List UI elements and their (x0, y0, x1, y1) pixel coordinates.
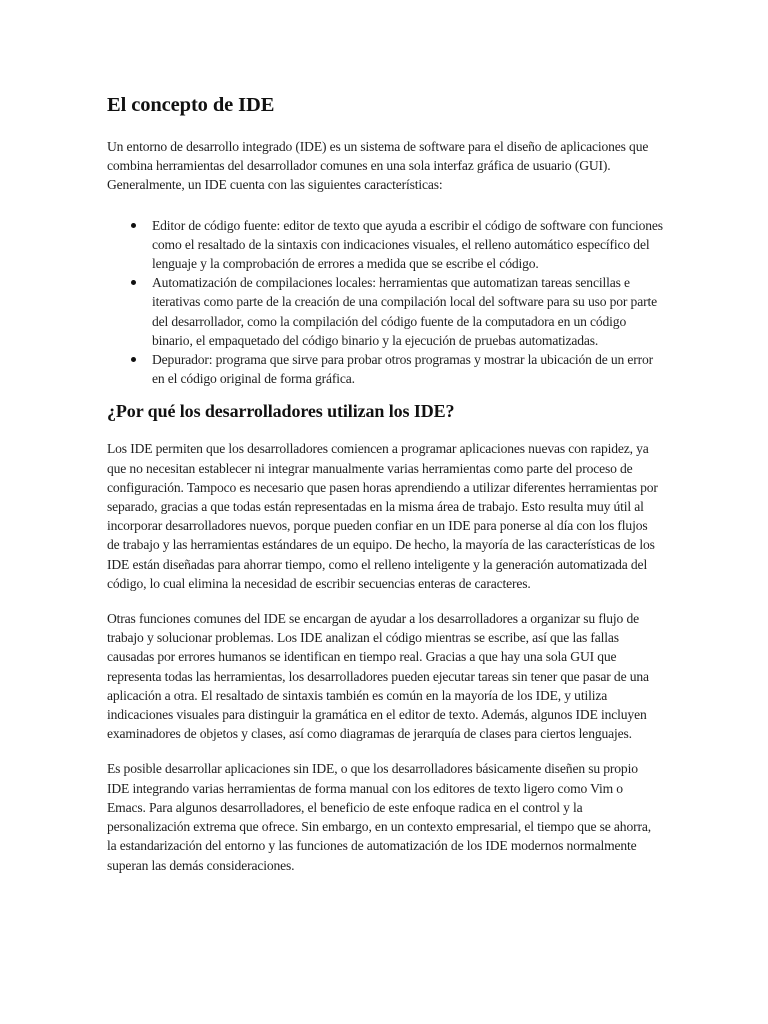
intro-paragraph: Un entorno de desarrollo integrado (IDE) es un sistema de software para el diseño de aplicaciones que combina herramientas del desarrollador comunes en una sola interfaz gráfica de usuario (GUI). Generalmente, un IDE cuenta con las siguientes características: (107, 139, 649, 193)
body-paragraph: Los IDE permiten que los desarrolladores comiencen a programar aplicaciones nuevas con rapidez, ya que no necesitan establecer ni integrar manualmente varias herramientas como parte del proceso de configuración. Tampoco es necesario que pasen horas aprendiendo a utilizar diferentes herramientas por separado, gracias a que todas están representadas en la misma área de trabajo. Esto resulta muy útil al incorporar desarrolladores nuevos, porque pueden confiar en un IDE para ponerse al día con los flujos de trabajo y las herramientas estándares de un equipo. De hecho, la mayoría de las características de los IDE están diseñadas para ahorrar tiempo, como el relleno inteligente y la generación automatizada del código, lo cual elimina la necesidad de escribir secuencias enteras de caracteres. (107, 441, 658, 591)
document-page (107, 92, 663, 891)
list-item (152, 216, 663, 274)
section-title-why-ide: ¿Por qué los desarrolladores utilizan los IDE? (107, 401, 455, 422)
list-item-text: Automatización de compilaciones locales: herramientas que automatizan tareas sencillas e iterativas como parte de la creación de una compilación local del software para su uso por parte del desarrollador, como la compilación del código fuente de la computadora en un código binario, el empaquetado del código binario y la ejecución de pruebas automatizadas. (152, 275, 657, 348)
body-paragraph: Otras funciones comunes del IDE se encargan de ayudar a los desarrolladores a organizar su flujo de trabajo y solucionar problemas. Los IDE analizan el código mientras se escribe, así que las fallas causadas por errores humanos se identifican en tiempo real. Gracias a que hay una sola GUI que representa todas las herramientas, los desarrolladores pueden ejecutar tareas sin tener que pasar de una aplicación a otra. El resaltado de sintaxis también es común en la mayoría de los IDE, y utiliza indicaciones visuales para distinguir la gramática en el editor de texto. Además, algunos IDE incluyen examinadores de objetos y clases, así como diagramas de jerarquía de clases para ciertos lenguajes. (107, 611, 649, 742)
list-item (152, 273, 663, 350)
list-item-text: Depurador: programa que sirve para probar otros programas y mostrar la ubicación de un error en el código original de forma gráfica. (152, 352, 654, 387)
list-item-text: Editor de código fuente: editor de texto que ayuda a escribir el código de software con funciones como el resaltado de la sintaxis con indicaciones visuales, el relleno automático específico del lenguaje y la comprobación de errores a medida que se escribe el código. (152, 217, 663, 272)
list-item (152, 350, 663, 388)
bullet-icon (131, 280, 136, 285)
bullet-icon (131, 223, 136, 228)
feature-list (107, 216, 663, 389)
body-paragraph: Es posible desarrollar aplicaciones sin IDE, o que los desarrolladores básicamente diseñen su propio IDE integrando varias herramientas de forma manual con los editores de texto ligero como Vim o Emacs. Para algunos desarrolladores, el beneficio de este enfoque radica en el control y la personalización extrema que ofrece. Sin embargo, en un contexto empresarial, el tiempo que se ahorra, la estandarización del entorno y las funciones de automatización de los IDE modernos normalmente superan las demás consideraciones. (107, 761, 651, 873)
bullet-icon (131, 357, 136, 362)
section-title-ide-concept: El concepto de IDE (107, 94, 275, 116)
